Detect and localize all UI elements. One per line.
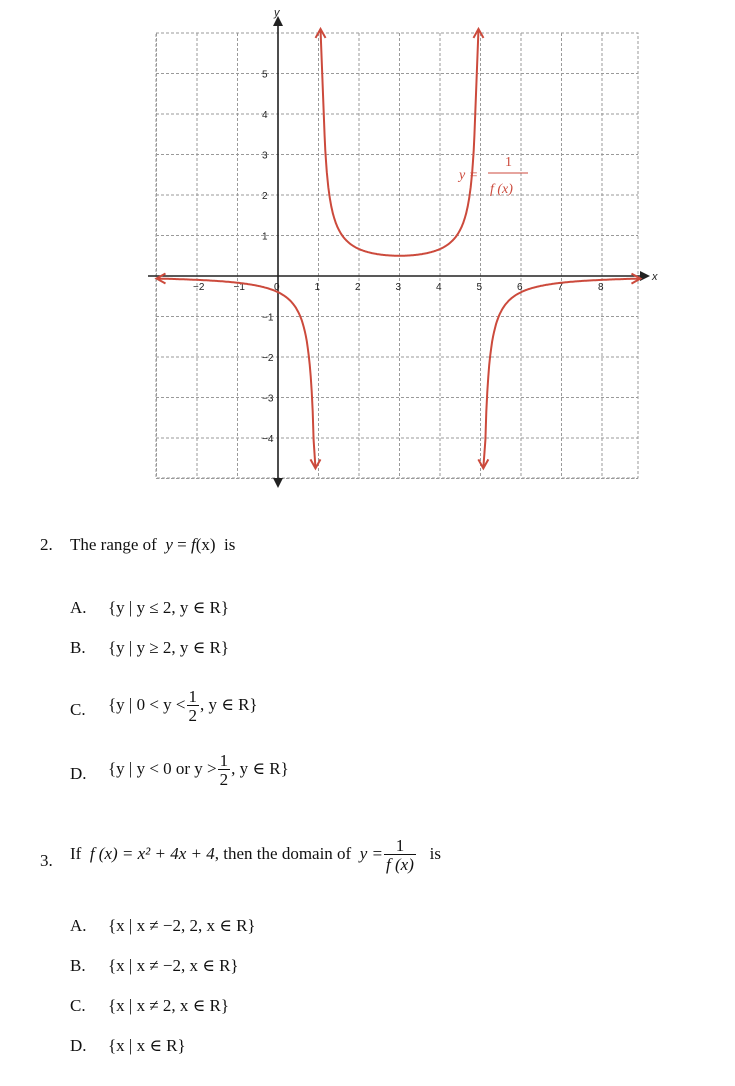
expr-y: y bbox=[165, 535, 173, 554]
x-tick-label: 5 bbox=[476, 282, 483, 293]
fraction bbox=[218, 752, 231, 788]
question-text-mid: , then the domain of bbox=[214, 843, 352, 863]
option-text: {x | x ≠ 2, x ∈ R} bbox=[108, 996, 229, 1015]
x-tick-label: −2 bbox=[193, 282, 205, 293]
curve-label-lhs: y = bbox=[459, 168, 479, 183]
curve-label bbox=[457, 155, 528, 197]
fraction bbox=[384, 837, 416, 873]
option-letter: D. bbox=[70, 1036, 87, 1055]
x-tick-label: 2 bbox=[355, 282, 361, 293]
fraction-denominator: f (x) bbox=[386, 855, 414, 874]
y-tick-label: −1 bbox=[262, 312, 274, 324]
y-tick-label: −3 bbox=[262, 393, 274, 405]
y-tick-label: −4 bbox=[262, 434, 274, 445]
option-letter: C. bbox=[70, 996, 86, 1015]
option-text bbox=[108, 752, 289, 788]
y-tick-label: 5 bbox=[262, 69, 268, 81]
expr-x: (x) bbox=[195, 535, 216, 554]
question-text-if: If bbox=[70, 843, 82, 863]
curve-left-branch bbox=[157, 279, 316, 469]
y-tick-label: −2 bbox=[262, 353, 274, 364]
x-tick-label: 0 bbox=[274, 282, 280, 293]
option-text: {y | y ≤ 2, y ∈ R} bbox=[108, 598, 229, 617]
fraction-numerator: 1 bbox=[188, 687, 197, 706]
x-tick-label: 1 bbox=[314, 282, 321, 293]
option-text-pre: {y | 0 < y < bbox=[108, 694, 186, 714]
option-letter: A. bbox=[70, 916, 87, 935]
curves bbox=[157, 29, 641, 468]
fraction-denominator: 2 bbox=[219, 770, 229, 789]
y-tick-label: 4 bbox=[262, 110, 268, 121]
option-letter: B. bbox=[70, 638, 86, 657]
option-text: {x | x ≠ −2, x ∈ R} bbox=[108, 956, 239, 975]
option-text-post: , y ∈ R} bbox=[231, 758, 289, 778]
x-axis-arrow-icon bbox=[640, 271, 650, 281]
axes bbox=[148, 7, 658, 488]
option-text-post: , y ∈ R} bbox=[200, 694, 258, 714]
question-text-post: is bbox=[429, 843, 441, 863]
x-tick-label: −1 bbox=[233, 282, 245, 293]
y-axis-arrow-down-icon bbox=[273, 478, 283, 488]
tick-labels bbox=[193, 70, 604, 446]
y-tick-label: 1 bbox=[262, 231, 268, 243]
x-axis-label: x bbox=[652, 271, 658, 283]
curve-label-numerator: 1 bbox=[505, 155, 512, 170]
option-text: {x | x ∈ R} bbox=[108, 1036, 186, 1055]
function-graph bbox=[0, 0, 735, 500]
option-letter: B. bbox=[70, 956, 86, 975]
x-tick-label: 6 bbox=[517, 282, 523, 293]
question-text bbox=[70, 535, 235, 555]
x-tick-label: 8 bbox=[598, 282, 604, 293]
y-tick-label: 2 bbox=[262, 191, 268, 202]
x-tick-label: 3 bbox=[395, 282, 402, 293]
question-text bbox=[70, 837, 441, 873]
option-letter: A. bbox=[70, 598, 87, 617]
option-letter: C. bbox=[70, 700, 86, 719]
option-text-pre: {y | y < 0 or y > bbox=[108, 758, 217, 778]
y-axis-label: y bbox=[274, 7, 280, 19]
option-text: {x | x ≠ −2, 2, x ∈ R} bbox=[108, 916, 256, 935]
y-tick-label: 3 bbox=[262, 150, 268, 162]
curve-label-denominator: f (x) bbox=[490, 182, 513, 197]
expr-fx: f (x) = x² + 4x + 4 bbox=[89, 843, 215, 863]
question-text-pre: The range of bbox=[70, 535, 157, 554]
expr-y: y = bbox=[359, 843, 384, 863]
x-tick-label: 4 bbox=[436, 282, 442, 293]
question-number: 3. bbox=[40, 851, 53, 870]
question-text-post: is bbox=[224, 535, 236, 554]
fraction-denominator: 2 bbox=[188, 706, 197, 725]
fraction-numerator: 1 bbox=[395, 836, 405, 855]
fraction bbox=[187, 688, 200, 724]
expr-eq: = bbox=[177, 535, 187, 554]
question-number: 2. bbox=[40, 535, 53, 554]
option-text bbox=[108, 688, 258, 724]
x-tick-label: 7 bbox=[557, 282, 564, 293]
expr-f: f bbox=[190, 535, 196, 554]
option-letter: D. bbox=[70, 764, 87, 783]
fraction-numerator: 1 bbox=[219, 751, 229, 770]
option-text: {y | y ≥ 2, y ∈ R} bbox=[108, 638, 229, 657]
